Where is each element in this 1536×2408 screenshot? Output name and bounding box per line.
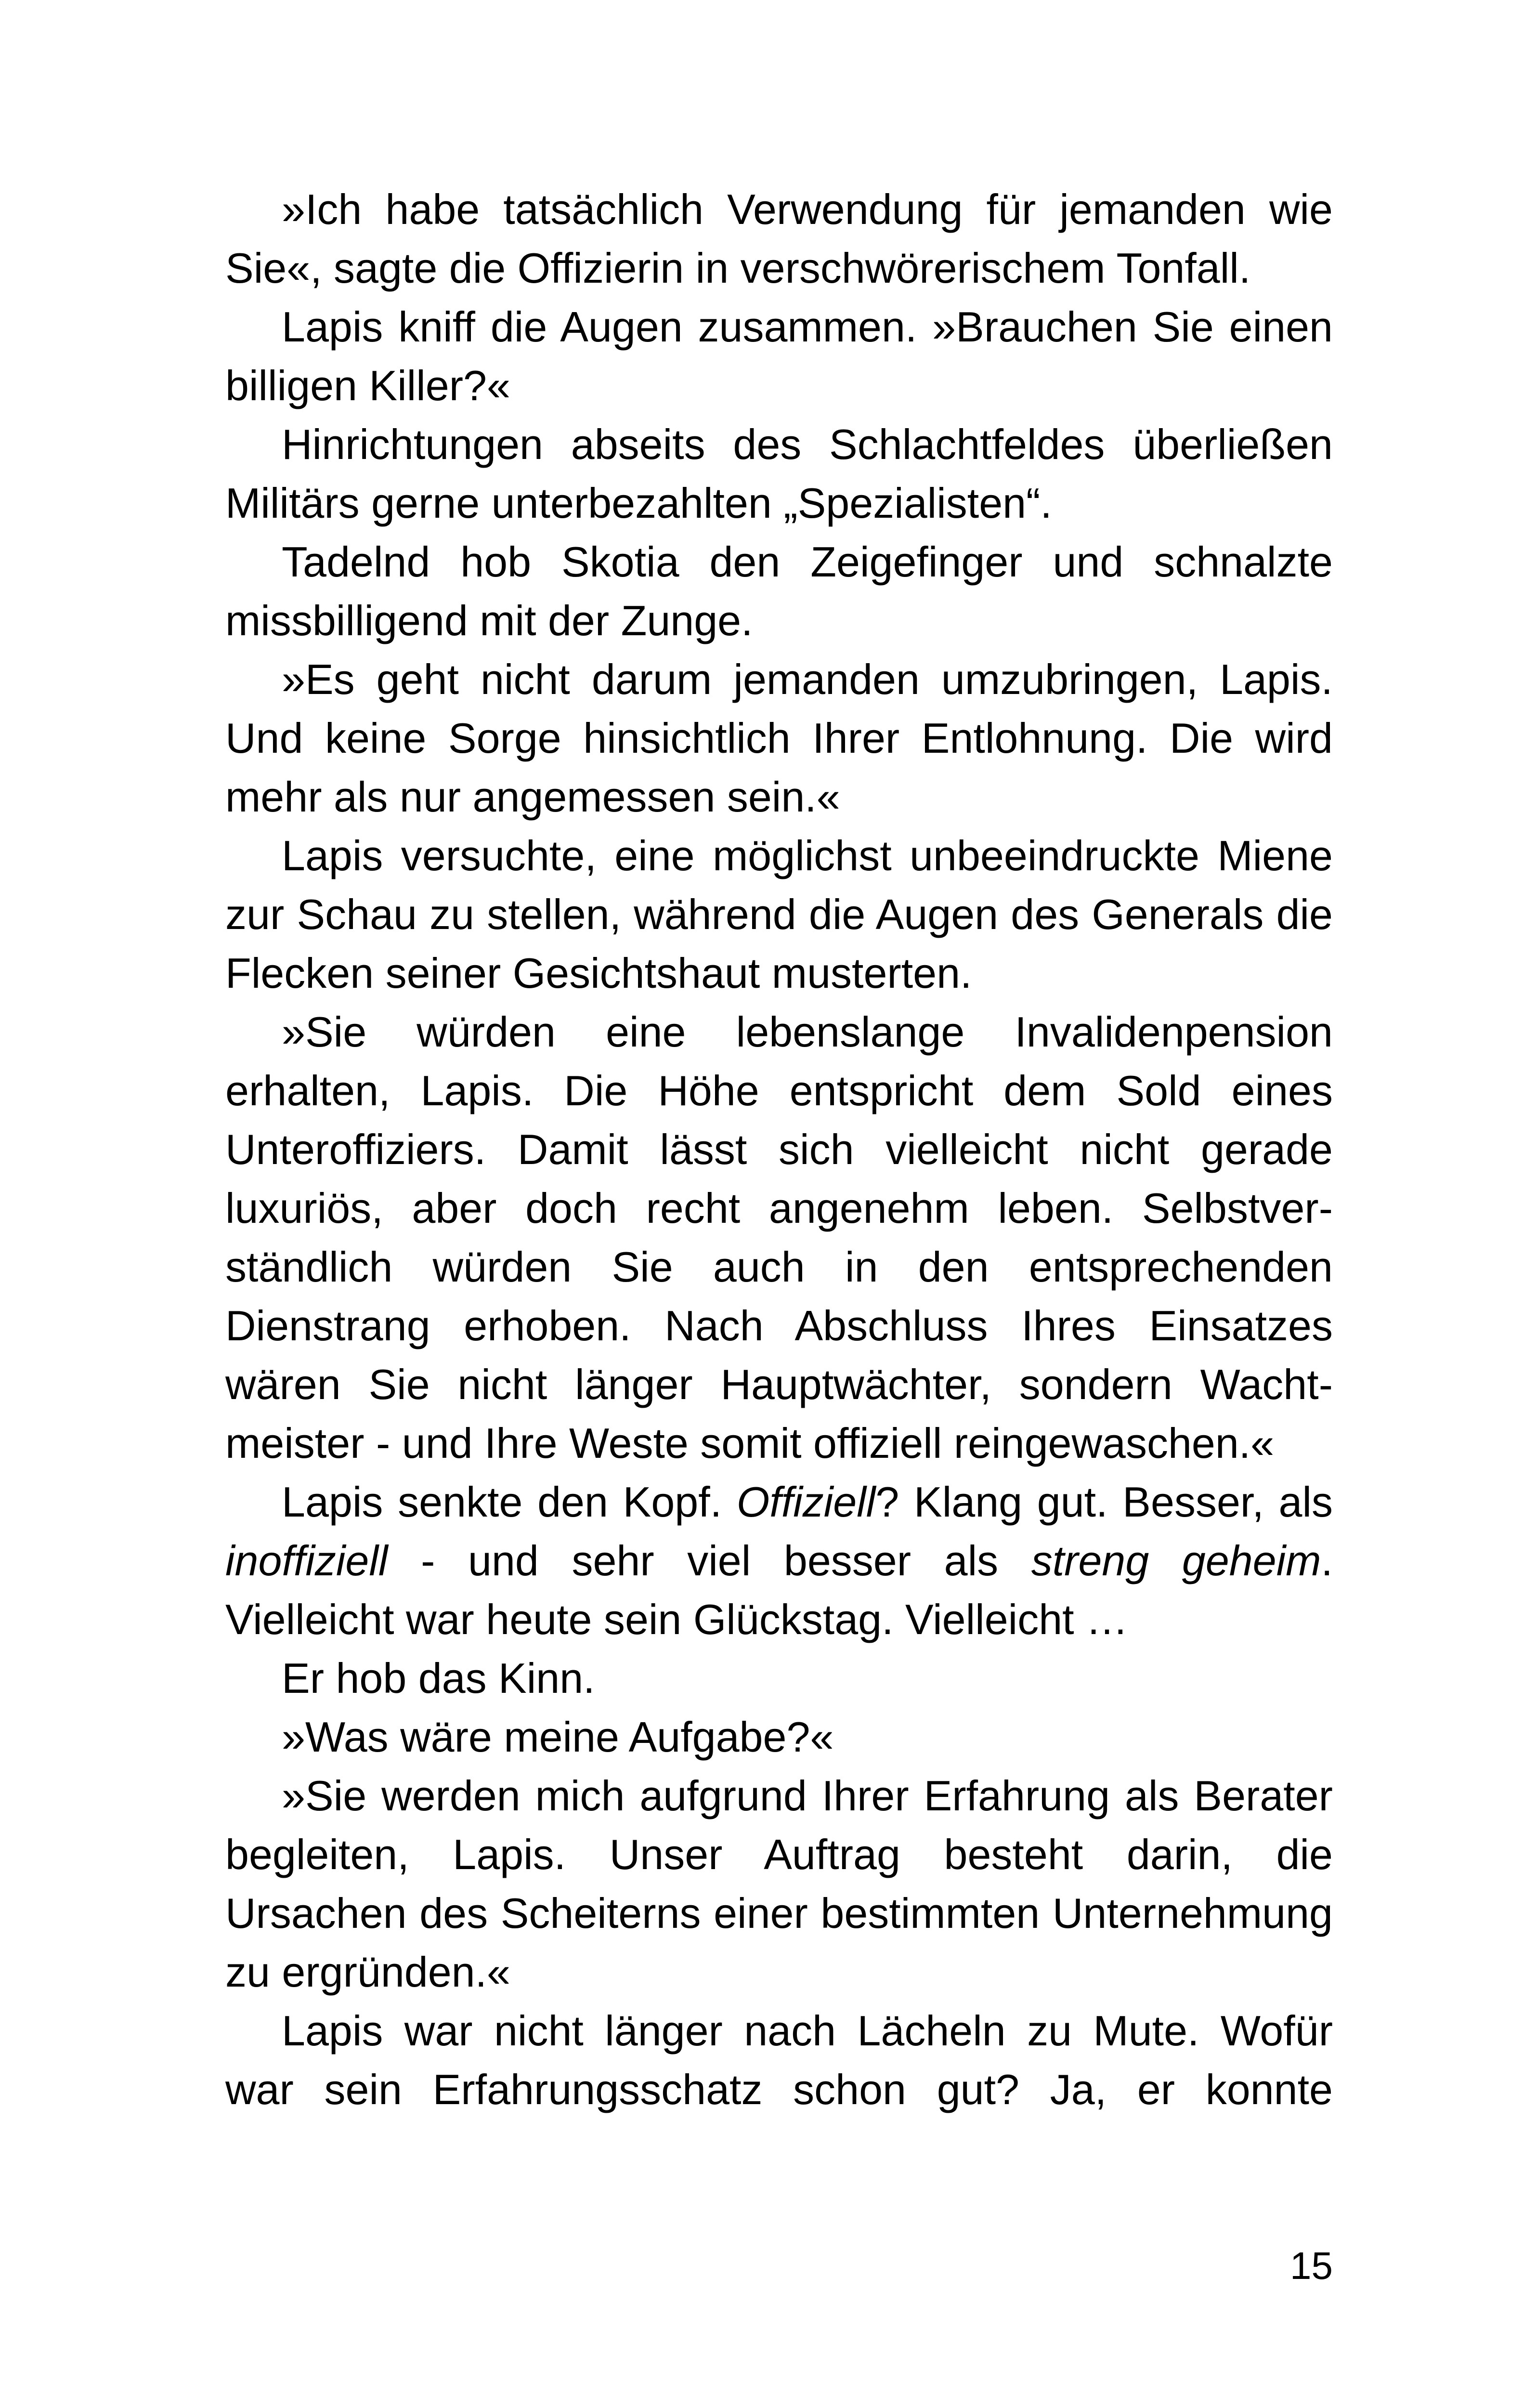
paragraph bbox=[225, 826, 1333, 1003]
paragraph-text: »Es geht nicht darum jemanden umzubringen, Lapis. Und keine Sorge hinsichtlich Ihrer Entlohnung. Die wird mehr als nur angemessen sein.« bbox=[225, 655, 1333, 821]
paragraph-text: Tadelnd hob Skotia den Zeigefinger und schnalzte missbilligend mit der Zunge. bbox=[225, 538, 1333, 644]
paragraph bbox=[225, 1649, 1333, 1708]
italic-text: inoffiziell bbox=[225, 1537, 388, 1584]
paragraph-text: Lapis versuchte, eine möglichst unbeeindruckte Miene zur Schau zu stellen, während die Augen des Generals die Flecken seiner Gesichtshaut musterten. bbox=[225, 832, 1333, 997]
paragraph-text: . Vielleicht war heute sein Glückstag. Vielleicht … bbox=[225, 1537, 1333, 1643]
page-number: 15 bbox=[1290, 2244, 1333, 2287]
paragraph bbox=[225, 415, 1333, 533]
paragraph-text: »Sie werden mich aufgrund Ihrer Erfahrung als Berater begleiten, Lapis. Unser Auftrag besteht darin, die Ursachen des Scheiterns einer bestimmten Unternehmung zu ergründen.« bbox=[225, 1772, 1333, 1996]
paragraph-text: »Ich habe tatsächlich Verwendung für jemanden wie Sie«, sagte die Offizierin in verschwörerischem Tonfall. bbox=[225, 185, 1333, 292]
paragraph bbox=[225, 180, 1333, 298]
paragraph-text: ? Klang gut. Besser, als bbox=[875, 1478, 1333, 1526]
paragraph bbox=[225, 533, 1333, 650]
italic-text: streng geheim bbox=[1031, 1537, 1321, 1584]
paragraph-text: Hinrichtungen abseits des Schlachtfeldes überließen Militärs gerne unterbezahlten „Spezialisten“. bbox=[225, 420, 1333, 527]
paragraph bbox=[225, 650, 1333, 826]
italic-text: Offiziell bbox=[736, 1478, 876, 1526]
paragraph-text: Lapis kniff die Augen zusammen. »Brauchen Sie einen billigen Killer?« bbox=[225, 303, 1333, 409]
paragraph bbox=[225, 1473, 1333, 1649]
paragraph bbox=[225, 2002, 1333, 2119]
paragraph-text: »Sie würden eine lebenslange Invalidenpension erhalten, Lapis. Die Höhe entspricht dem Sold eines Unteroffiziers. Damit lässt sich vielleicht nicht gerade luxuriös, aber doch recht angenehm leben. Selbstverständlich würden Sie auch in den entsprechenden Dienstrang erhoben. Nach Abschluss Ihres Einsatzes wären Sie nicht länger Hauptwächter, sondern Wachtmeister - und Ihre Weste somit offiziell reingewaschen.« bbox=[225, 1008, 1333, 1467]
body-text bbox=[225, 180, 1333, 2119]
paragraph-text: »Was wäre meine Aufgabe?« bbox=[282, 1713, 834, 1761]
paragraph-text: - und sehr viel besser als bbox=[388, 1537, 1031, 1584]
paragraph bbox=[225, 1003, 1333, 1473]
paragraph bbox=[225, 1767, 1333, 2002]
paragraph bbox=[225, 298, 1333, 415]
paragraph-text: Lapis senkte den Kopf. bbox=[282, 1478, 737, 1526]
paragraph-text: Er hob das Kinn. bbox=[282, 1654, 595, 1702]
paragraph bbox=[225, 1708, 1333, 1767]
paragraph-text: Lapis war nicht länger nach Lächeln zu Mute. Wofür war sein Erfahrungsschatz schon gut? Ja, er konnte bbox=[225, 2007, 1333, 2113]
